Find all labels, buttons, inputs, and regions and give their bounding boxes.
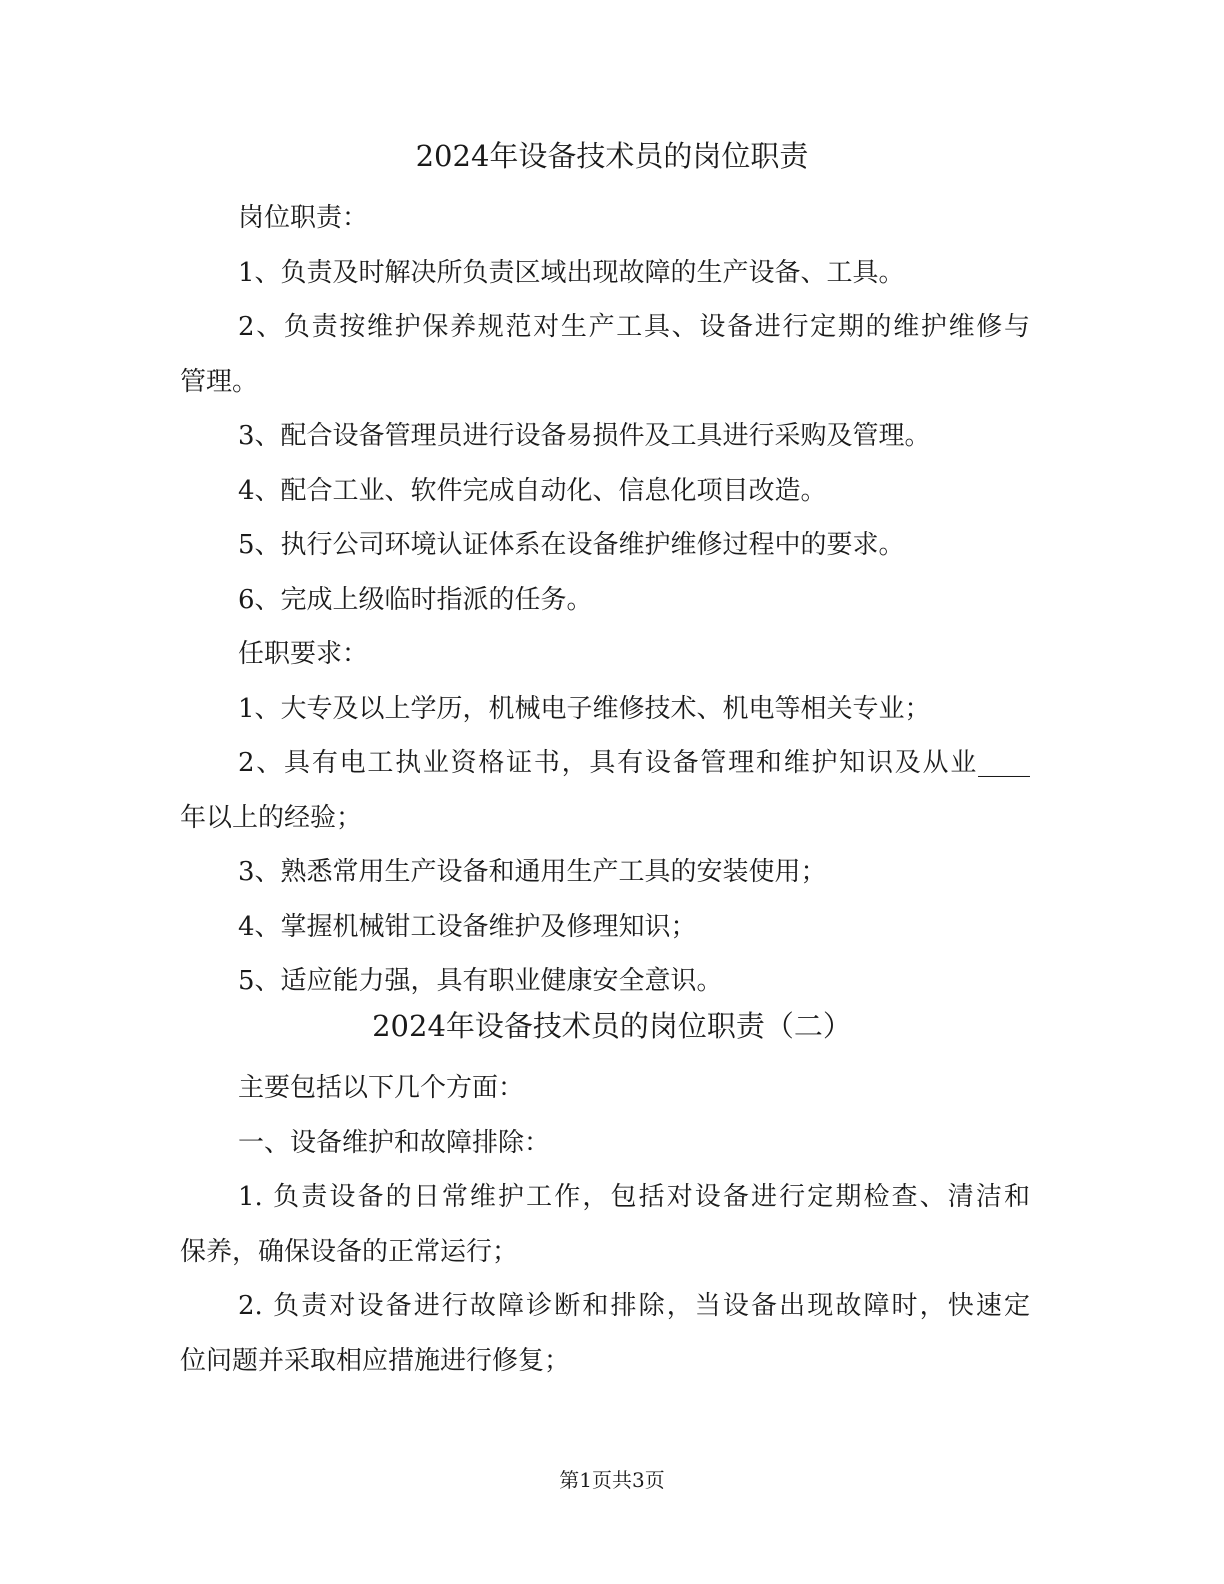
section-2-body bbox=[180, 1061, 1030, 1388]
paragraph-line: 2、负责按维护保养规范对生产工具、设备进行定期的维护维修与 bbox=[238, 312, 1030, 342]
section-1-body bbox=[180, 191, 1030, 1009]
paragraph-line: 年以上的经验； bbox=[180, 802, 363, 833]
paragraph-line: 管理。 bbox=[180, 366, 259, 397]
paragraph-line: 保养，确保设备的正常运行； bbox=[180, 1236, 519, 1267]
section-heading-duties: 岗位职责： bbox=[238, 203, 369, 233]
page-number-footer: 第1页共3页 bbox=[559, 1468, 665, 1492]
paragraph-line: 1、大专及以上学历，机械电子维修技术、机电等相关专业； bbox=[238, 693, 931, 724]
paragraph-line: 3、配合设备管理员进行设备易损件及工具进行采购及管理。 bbox=[238, 421, 931, 451]
paragraph-line: 4、掌握机械钳工设备维护及修理知识； bbox=[238, 911, 697, 942]
document-title: 2024年设备技术员的岗位职责 bbox=[415, 139, 809, 173]
paragraph-line: 2、具有电工执业资格证书，具有设备管理和维护知识及从业____ bbox=[238, 748, 1030, 778]
section-heading-requirements: 任职要求： bbox=[238, 639, 369, 669]
paragraph-line: 1、负责及时解决所负责区域出现故障的生产设备、工具。 bbox=[238, 257, 905, 288]
paragraph-line: 5、执行公司环境认证体系在设备维护维修过程中的要求。 bbox=[238, 530, 905, 560]
paragraph-line: 主要包括以下几个方面： bbox=[238, 1073, 525, 1103]
paragraph-line: 6、完成上级临时指派的任务。 bbox=[238, 584, 593, 615]
paragraph-line: 4、配合工业、软件完成自动化、信息化项目改造。 bbox=[238, 475, 827, 506]
section-2-title: 2024年设备技术员的岗位职责（二） bbox=[372, 1009, 852, 1043]
paragraph-line: 1. 负责设备的日常维护工作，包括对设备进行定期检查、清洁和 bbox=[238, 1182, 1030, 1212]
paragraph-line: 2. 负责对设备进行故障诊断和排除，当设备出现故障时，快速定 bbox=[238, 1291, 1030, 1321]
paragraph-line: 5、适应能力强，具有职业健康安全意识。 bbox=[238, 966, 723, 996]
paragraph-line: 位问题并采取相应措施进行修复； bbox=[180, 1345, 571, 1376]
paragraph-line: 3、熟悉常用生产设备和通用生产工具的安装使用； bbox=[238, 857, 827, 887]
subsection-heading: 一、设备维护和故障排除： bbox=[238, 1127, 551, 1158]
